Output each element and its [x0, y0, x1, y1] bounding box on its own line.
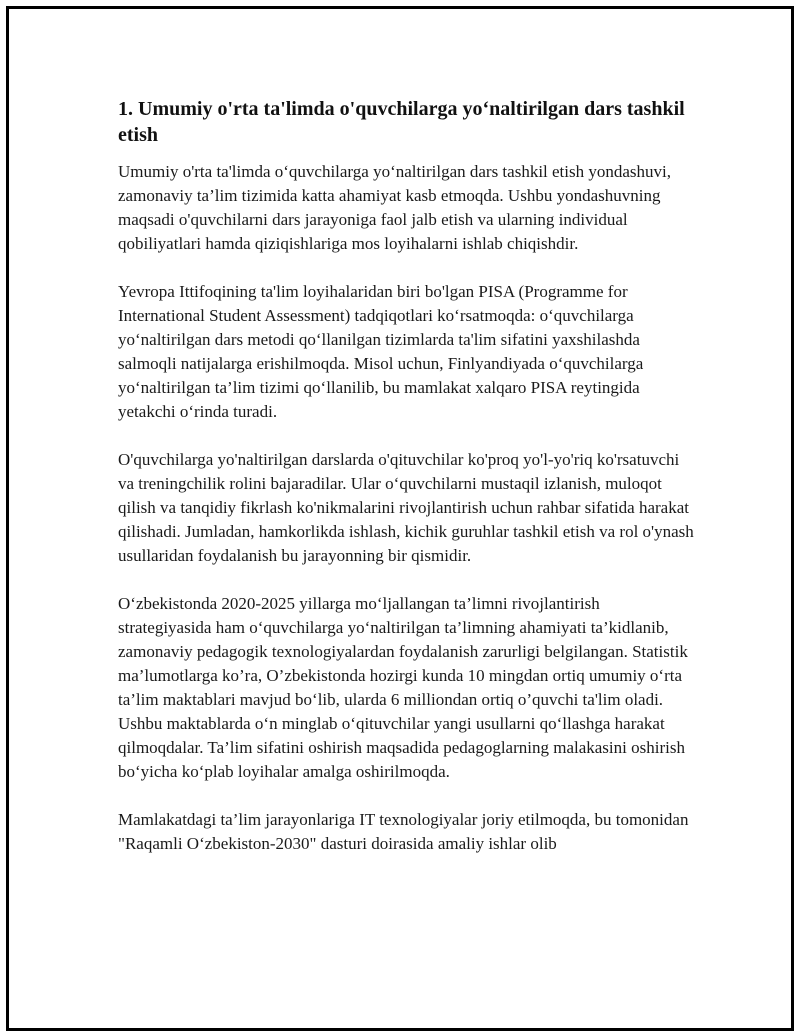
- paragraph-intro: Umumiy o'rta ta'limda o‘quvchilarga yo‘naltirilgan dars tashkil etish yondashuvi, zamonaviy ta’lim tizimida katta ahamiyat kasb etmoqda. Ushbu yondashuvning maqsadi o'quvchilarni dars jarayoniga faol jalb etish va ularning individual qobiliyatlari hamda qiziqishlariga mos loyihalarni ishlab chiqishdir.: [118, 162, 672, 253]
- document-page: [6, 6, 794, 1031]
- paragraph-teacher-role: O'quvchilarga yo'naltirilgan darslarda o'qituvchilar ko'proq yo'l-yo'riq ko'rsatuvchi va treningchilik rolini bajaradilar. Ular o‘quvchilarni mustaqil izlanish, muloqot qilish va tanqidiy fikrlash ko'nikmalarini rivojlantirish uchun rahbar sifatida harakat qilishadi. Jumladan, hamkorlikda ishlash, kichik guruhlar tashkil etish va rol o'ynash usullaridan foydalanish bu jarayonning bir qismidir.: [118, 450, 694, 565]
- document-body: [118, 96, 696, 880]
- paragraph-uzbekistan-strategy: O‘zbekistonda 2020-2025 yillarga mo‘ljallangan ta’limni rivojlantirish strategiyasida ham o‘quvchilarga yo‘naltirilgan ta’limning ahamiyati ta’kidlanib, zamonaviy pedagogik texnologiyalardan foydalanish zarurligi belgilangan. Statistik ma’lumotlarga ko’ra, O’zbekistonda hozirgi kunda 10 mingdan ortiq umumiy o‘rta ta’lim maktablari mavjud bo‘lib, ularda 6 milliondan ortiq o’quvchi ta'lim oladi. Ushbu maktablarda o‘n minglab o‘qituvchilar yangi usullarni qo‘llashga harakat qilmoqdalar. Ta’lim sifatini oshirish maqsadida pedagoglarning malakasini oshirish bo‘yicha ko‘plab loyihalar amalga oshirilmoqda.: [118, 594, 688, 781]
- paragraph-pisa: Yevropa Ittifoqining ta'lim loyihalaridan biri bo'lgan PISA (Programme for International Student Assessment) tadqiqotlari ko‘rsatmoqda: o‘quvchilarga yo‘naltirilgan dars metodi qo‘llanilgan tizimlarda ta'lim sifatini yaxshilashda salmoqli natijalarga erishilmoqda. Misol uchun, Finlyandiyada o‘quvchilarga yo‘naltirilgan ta’lim tizimi qo‘llanilib, bu mamlakat xalqaro PISA reytingida yetakchi o‘rinda turadi.: [118, 282, 644, 421]
- section-heading: 1. Umumiy o'rta ta'limda o'quvchilarga yo‘naltirilgan dars tashkil etish: [118, 98, 685, 146]
- paragraph-it-technologies: Mamlakatdagi ta’lim jarayonlariga IT texnologiyalar joriy etilmoqda, bu tomonidan "Raqamli O‘zbekiston-2030" dasturi doirasida amaliy ishlar olib: [118, 810, 689, 853]
